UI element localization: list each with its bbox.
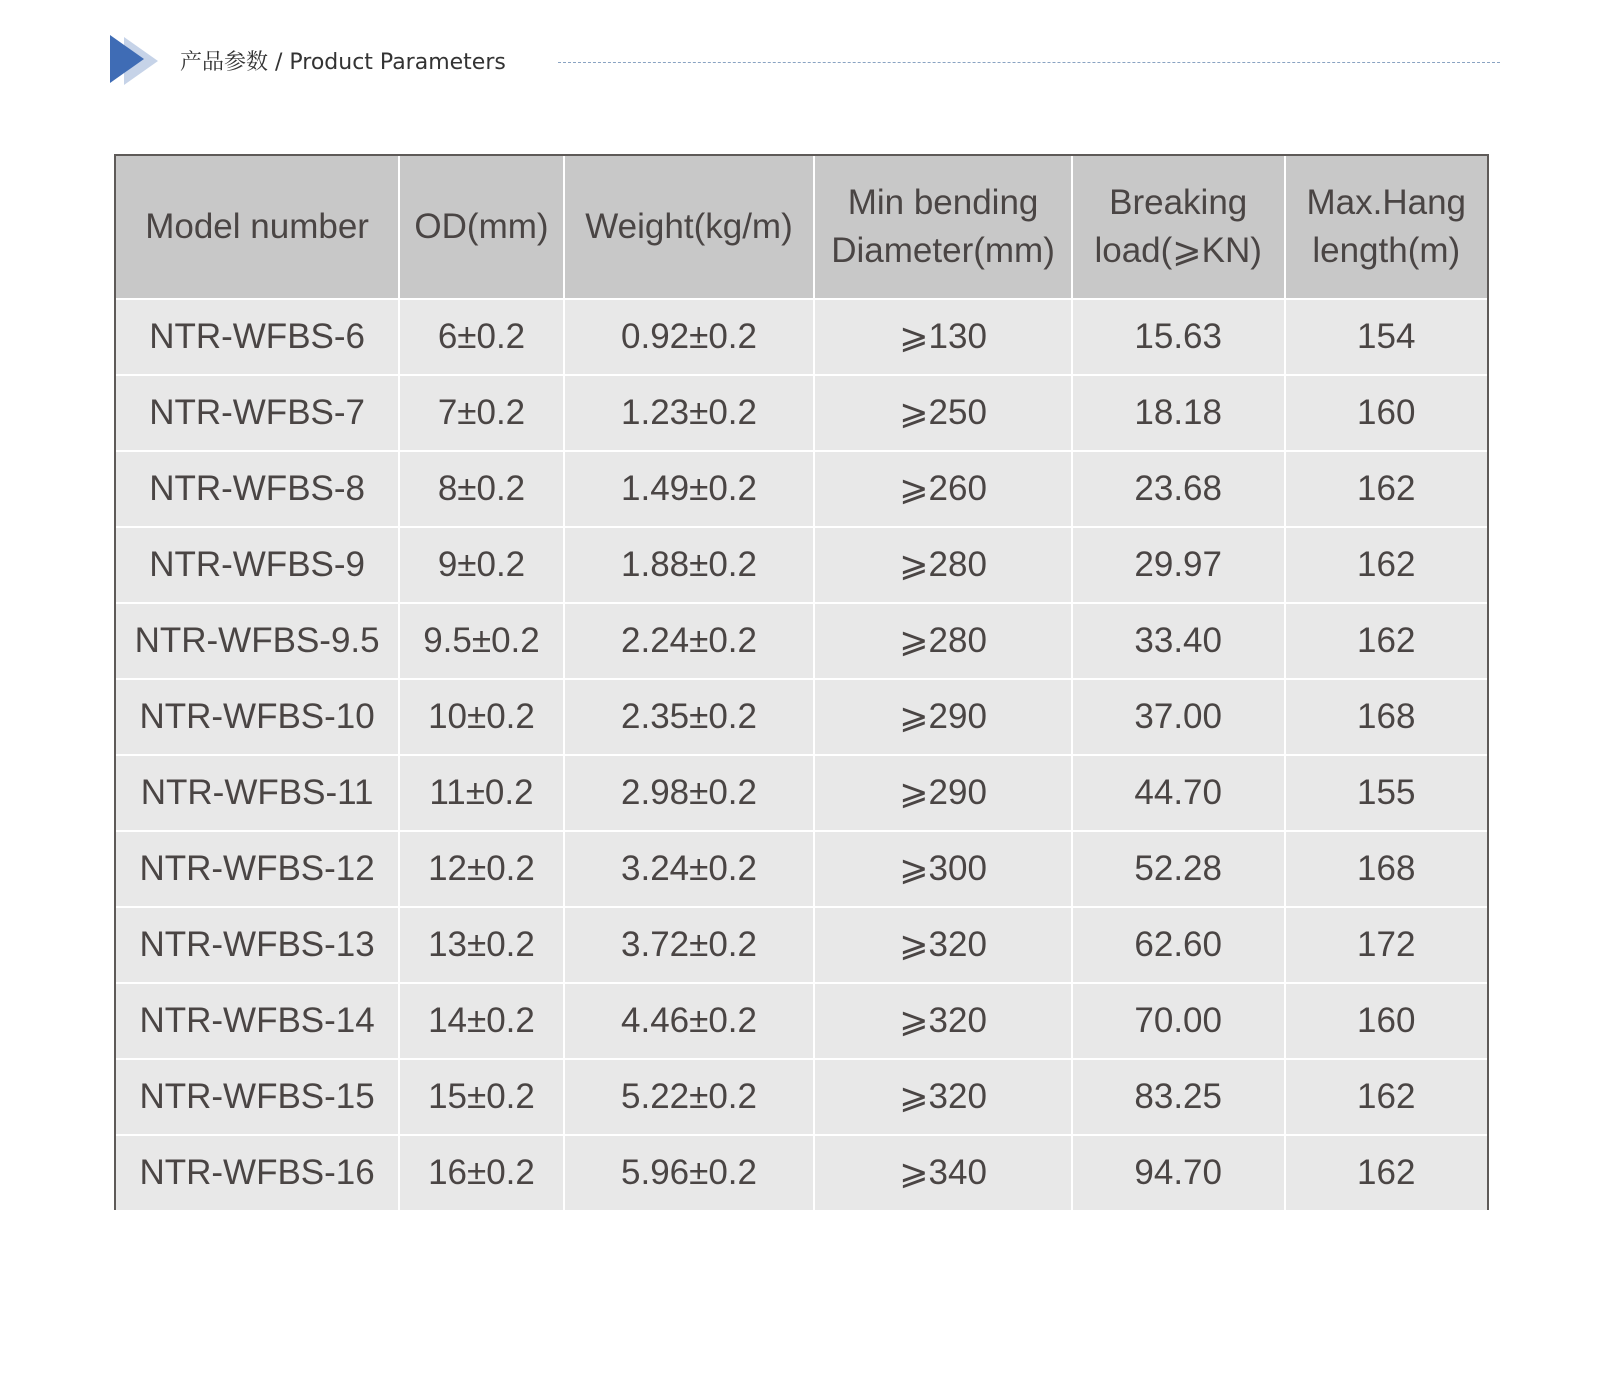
cell-model-number: NTR-WFBS-15: [116, 1059, 399, 1135]
cell-model-number: NTR-WFBS-7: [116, 375, 399, 451]
cell-max-hang-length: 155: [1285, 755, 1487, 831]
cell-breaking-load: 23.68: [1072, 451, 1285, 527]
cell-max-hang-length: 168: [1285, 831, 1487, 907]
cell-max-hang-length: 162: [1285, 603, 1487, 679]
cell-min-bending-diameter: ⩾320: [814, 983, 1072, 1059]
cell-model-number: NTR-WFBS-8: [116, 451, 399, 527]
column-header-max-hang-length: Max.Hang length(m): [1285, 156, 1487, 299]
cell-weight: 1.49±0.2: [564, 451, 814, 527]
cell-od: 15±0.2: [399, 1059, 564, 1135]
cell-breaking-load: 33.40: [1072, 603, 1285, 679]
cell-weight: 5.96±0.2: [564, 1135, 814, 1210]
cell-weight: 3.72±0.2: [564, 907, 814, 983]
cell-od: 12±0.2: [399, 831, 564, 907]
table-row: [116, 907, 1487, 983]
cell-breaking-load: 29.97: [1072, 527, 1285, 603]
cell-breaking-load: 37.00: [1072, 679, 1285, 755]
cell-weight: 2.98±0.2: [564, 755, 814, 831]
cell-od: 9.5±0.2: [399, 603, 564, 679]
cell-min-bending-diameter: ⩾320: [814, 1059, 1072, 1135]
cell-min-bending-diameter: ⩾320: [814, 907, 1072, 983]
table-row: [116, 299, 1487, 375]
table-row: [116, 1059, 1487, 1135]
cell-breaking-load: 83.25: [1072, 1059, 1285, 1135]
column-header-min-bending-diameter: Min bending Diameter(mm): [814, 156, 1072, 299]
cell-breaking-load: 62.60: [1072, 907, 1285, 983]
cell-min-bending-diameter: ⩾260: [814, 451, 1072, 527]
cell-weight: 2.35±0.2: [564, 679, 814, 755]
cell-min-bending-diameter: ⩾130: [814, 299, 1072, 375]
column-header-od: OD(mm): [399, 156, 564, 299]
section-title: 产品参数 / Product Parameters: [180, 50, 506, 75]
cell-max-hang-length: 160: [1285, 983, 1487, 1059]
cell-od: 7±0.2: [399, 375, 564, 451]
table-row: [116, 983, 1487, 1059]
cell-breaking-load: 70.00: [1072, 983, 1285, 1059]
cell-weight: 4.46±0.2: [564, 983, 814, 1059]
dashed-divider: [558, 62, 1500, 63]
cell-od: 10±0.2: [399, 679, 564, 755]
cell-min-bending-diameter: ⩾290: [814, 679, 1072, 755]
table-header-row: [116, 156, 1487, 299]
cell-od: 8±0.2: [399, 451, 564, 527]
cell-breaking-load: 15.63: [1072, 299, 1285, 375]
cell-breaking-load: 94.70: [1072, 1135, 1285, 1210]
section-header: [110, 33, 1500, 89]
cell-max-hang-length: 162: [1285, 527, 1487, 603]
cell-weight: 2.24±0.2: [564, 603, 814, 679]
cell-max-hang-length: 162: [1285, 1135, 1487, 1210]
cell-od: 14±0.2: [399, 983, 564, 1059]
cell-max-hang-length: 168: [1285, 679, 1487, 755]
cell-breaking-load: 18.18: [1072, 375, 1285, 451]
cell-model-number: NTR-WFBS-13: [116, 907, 399, 983]
table-row: [116, 451, 1487, 527]
cell-min-bending-diameter: ⩾250: [814, 375, 1072, 451]
cell-model-number: NTR-WFBS-9: [116, 527, 399, 603]
cell-max-hang-length: 172: [1285, 907, 1487, 983]
cell-model-number: NTR-WFBS-10: [116, 679, 399, 755]
parameters-table: [114, 154, 1489, 1210]
cell-min-bending-diameter: ⩾300: [814, 831, 1072, 907]
cell-model-number: NTR-WFBS-12: [116, 831, 399, 907]
cell-max-hang-length: 162: [1285, 1059, 1487, 1135]
cell-weight: 5.22±0.2: [564, 1059, 814, 1135]
cell-weight: 1.88±0.2: [564, 527, 814, 603]
table-row: [116, 603, 1487, 679]
cell-max-hang-length: 160: [1285, 375, 1487, 451]
cell-breaking-load: 44.70: [1072, 755, 1285, 831]
cell-model-number: NTR-WFBS-9.5: [116, 603, 399, 679]
table-row: [116, 527, 1487, 603]
double-chevron-right-icon: [110, 33, 166, 89]
cell-od: 11±0.2: [399, 755, 564, 831]
cell-min-bending-diameter: ⩾340: [814, 1135, 1072, 1210]
column-header-weight: Weight(kg/m): [564, 156, 814, 299]
cell-od: 6±0.2: [399, 299, 564, 375]
cell-model-number: NTR-WFBS-11: [116, 755, 399, 831]
table-row: [116, 679, 1487, 755]
cell-od: 16±0.2: [399, 1135, 564, 1210]
cell-od: 9±0.2: [399, 527, 564, 603]
column-header-breaking-load: Breaking load(⩾KN): [1072, 156, 1285, 299]
column-header-model-number: Model number: [116, 156, 399, 299]
table-row: [116, 1135, 1487, 1210]
cell-weight: 0.92±0.2: [564, 299, 814, 375]
cell-breaking-load: 52.28: [1072, 831, 1285, 907]
cell-model-number: NTR-WFBS-14: [116, 983, 399, 1059]
cell-min-bending-diameter: ⩾280: [814, 527, 1072, 603]
table-row: [116, 375, 1487, 451]
cell-max-hang-length: 162: [1285, 451, 1487, 527]
cell-min-bending-diameter: ⩾290: [814, 755, 1072, 831]
cell-max-hang-length: 154: [1285, 299, 1487, 375]
cell-model-number: NTR-WFBS-6: [116, 299, 399, 375]
table-row: [116, 755, 1487, 831]
table-row: [116, 831, 1487, 907]
cell-weight: 1.23±0.2: [564, 375, 814, 451]
cell-weight: 3.24±0.2: [564, 831, 814, 907]
cell-min-bending-diameter: ⩾280: [814, 603, 1072, 679]
cell-model-number: NTR-WFBS-16: [116, 1135, 399, 1210]
cell-od: 13±0.2: [399, 907, 564, 983]
